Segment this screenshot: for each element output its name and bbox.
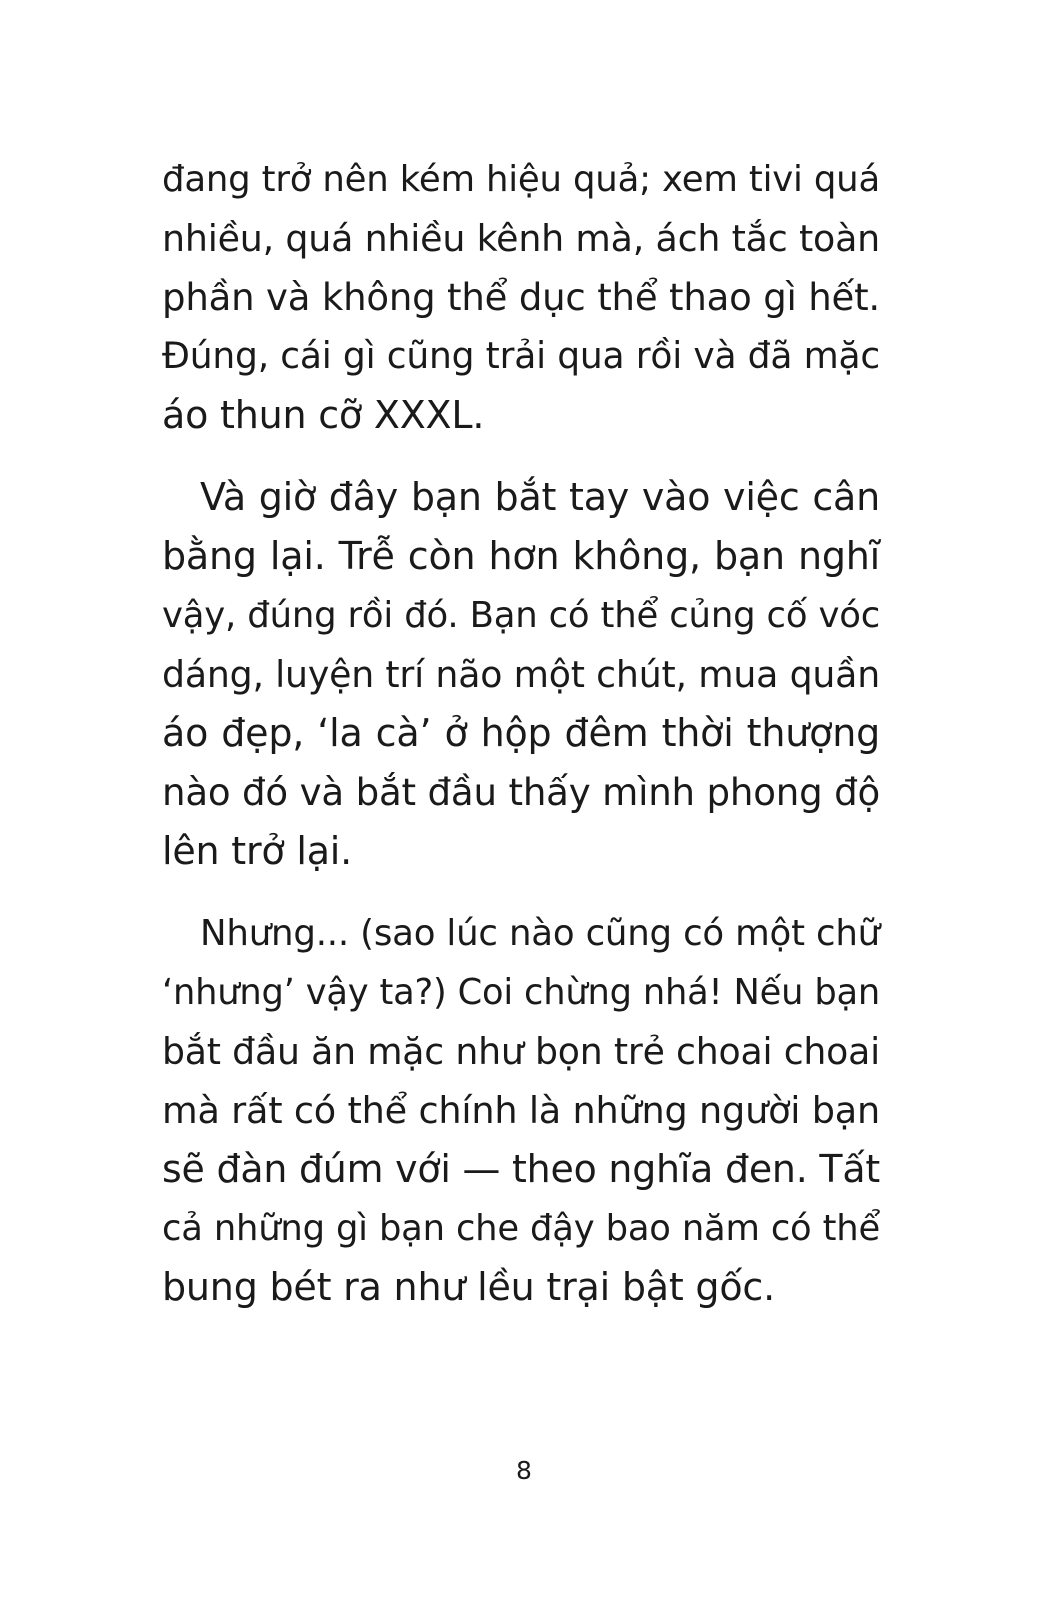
text-line: sẽ đàn đúm với — theo nghĩa đen. Tất [162, 1147, 880, 1191]
text-line: áo đẹp, ‘la cà’ ở hộp đêm thời thượng [162, 711, 880, 755]
text-line: phần và không thể dục thể thao gì hết. [162, 276, 880, 319]
text-line: Nhưng... (sao lúc nào cũng có một chữ [200, 913, 880, 954]
text-line: dáng, luyện trí não một chút, mua quần [162, 653, 880, 696]
text-line: nào đó và bắt đầu thấy mình phong độ [162, 771, 880, 814]
text-line: Và giờ đây bạn bắt tay vào việc cân [200, 475, 880, 519]
body-text [162, 150, 880, 1317]
text-line: bắt đầu ăn mặc như bọn trẻ choai choai [162, 1030, 880, 1073]
paragraph-1 [162, 150, 880, 445]
text-line: vậy, đúng rồi đó. Bạn có thể củng cố vóc [162, 595, 880, 636]
text-line: mà rất có thể chính là những người bạn [162, 1089, 880, 1132]
text-line: cả những gì bạn che đậy bao năm có thể [162, 1208, 880, 1249]
paragraph-2 [162, 468, 880, 881]
text-line: bằng lại. Trễ còn hơn không, bạn nghĩ [162, 534, 880, 578]
page-number: 8 [516, 1456, 532, 1485]
text-line: lên trở lại. [162, 829, 353, 873]
text-line: bung bét ra như lều trại bật gốc. [162, 1265, 775, 1309]
paragraph-3 [162, 904, 880, 1317]
text-line: đang trở nên kém hiệu quả; xem tivi quá [162, 159, 880, 200]
text-line: áo thun cỡ XXXL. [162, 393, 485, 437]
text-line: nhiều, quá nhiều kênh mà, ách tắc toàn [162, 217, 880, 260]
text-line: ‘nhưng’ vậy ta?) Coi chừng nhá! Nếu bạn [162, 972, 880, 1013]
text-line: Đúng, cái gì cũng trải qua rồi và đã mặc [162, 335, 880, 377]
